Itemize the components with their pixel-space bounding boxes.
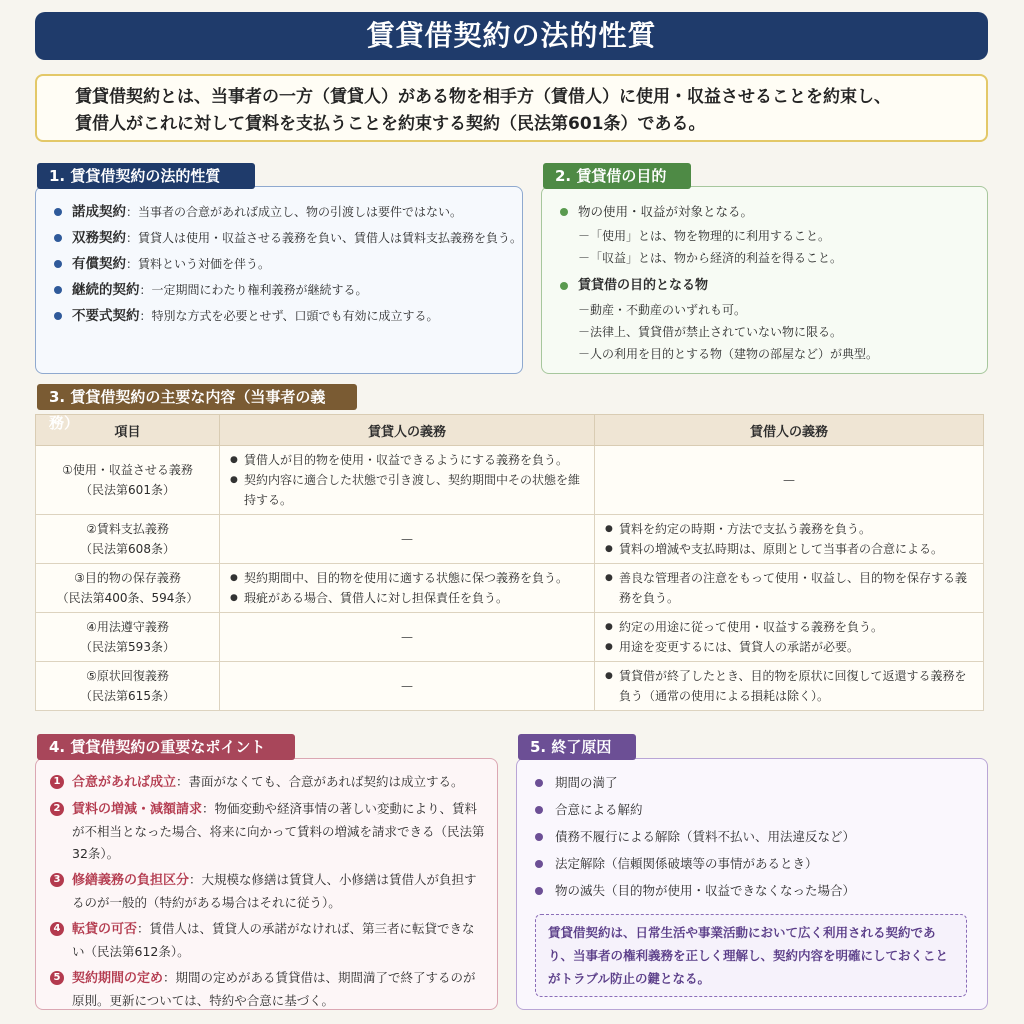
duty-item-cell — [36, 515, 220, 564]
section2-head2 — [558, 273, 973, 299]
termination-item — [531, 796, 973, 823]
purpose-line: －法律上、賃貸借が禁止されていない物に限る。 — [578, 325, 843, 339]
duty-item-law: （民法第615条） — [80, 689, 175, 703]
bullet-icon — [535, 779, 543, 787]
property-term: 不要式契約 — [72, 308, 140, 324]
lessor-cell: — — [220, 662, 595, 711]
bullet-icon — [535, 806, 543, 814]
lessee-list — [605, 519, 973, 559]
purpose-line: －動産・不動産のいずれも可。 — [578, 303, 747, 317]
duty-item-name: ①使用・収益させる義務 — [62, 463, 193, 477]
section2-lines1 — [558, 225, 973, 269]
duty-item-cell — [36, 613, 220, 662]
property-desc: ：賃料という対価を伴う。 — [126, 257, 271, 271]
property-item — [52, 225, 523, 251]
duty-item-name: ④用法遵守義務 — [86, 620, 169, 634]
section2-head2-text: 賃貸借の目的となる物 — [578, 278, 709, 293]
point-title: 契約期間の定め — [72, 971, 164, 986]
number-icon: 4 — [50, 922, 64, 936]
property-item — [52, 277, 508, 303]
property-desc: ：一定期間にわたり権利義務が継続する。 — [139, 283, 368, 297]
table-row — [36, 564, 984, 613]
lessee-list — [605, 617, 973, 657]
duty-item-name: ②賃料支払義務 — [86, 522, 169, 536]
point-text: ：物価変動や経済事情の著しい変動により、賃料が不相当となった場合、将来に向かって賃料の増減を請求できる（民法第32条）。 — [72, 801, 485, 861]
lessee-duty: ● 賃料の増減や支払時期は、原則として当事者の合意による。 — [605, 539, 973, 559]
duty-item-law: （民法第608条） — [80, 542, 175, 556]
termination-text: 期間の満了 — [555, 775, 618, 790]
number-icon: 5 — [50, 971, 64, 985]
property-item — [52, 303, 508, 329]
point-title: 合意があれば成立 — [72, 775, 177, 790]
lessor-duty: ● 契約内容に適合した状態で引き渡し、契約期間中その状態を維持する。 — [230, 470, 584, 510]
duty-item-name: ③目的物の保存義務 — [74, 571, 181, 585]
purpose-line: －人の利用を目的とする物（建物の部屋など）が典型。 — [578, 347, 879, 361]
termination-item — [531, 769, 973, 796]
lessee-cell — [595, 564, 984, 613]
duty-item-law: （民法第593条） — [80, 640, 175, 654]
termination-text: 合意による解約 — [555, 802, 643, 817]
duty-item-cell — [36, 662, 220, 711]
point-text: ：賃借人は、賃貸人の承諾がなければ、第三者に転貸できない（民法第612条）。 — [72, 921, 475, 959]
lessee-duty: ● 約定の用途に従って使用・収益する義務を負う。 — [605, 617, 973, 637]
lessor-cell — [220, 446, 595, 515]
number-icon: 3 — [50, 873, 64, 887]
section5-list — [531, 769, 973, 904]
bullet-icon — [54, 286, 62, 294]
section1-panel — [35, 186, 523, 374]
section2-panel — [541, 186, 988, 374]
intro-line-1: 賃貸借契約とは、当事者の一方（賃貸人）がある物を相手方（賃借人）に使用・収益させることを約束し、 — [75, 87, 891, 107]
property-term: 諾成契約 — [72, 204, 126, 220]
lessee-duty: ● 賃料を約定の時期・方法で支払う義務を負う。 — [605, 519, 973, 539]
lessor-list — [230, 450, 584, 510]
point-title: 転貸の可否 — [72, 922, 138, 937]
bullet-icon — [560, 282, 568, 290]
section2-lines2 — [558, 299, 973, 365]
point-text: ：期間の定めがある賃貸借は、期間満了で終了するのが原則。更新については、特約や合意に基づく。 — [72, 970, 476, 1008]
lessee-cell — [595, 662, 984, 711]
section3-label: 3. 賃貸借契約の主要な内容（当事者の義務） — [37, 384, 357, 410]
point-item — [50, 967, 485, 1012]
lessor-list — [230, 568, 584, 608]
bullet-icon — [535, 860, 543, 868]
lessor-duty: ● 瑕疵がある場合、賃借人に対し担保責任を負う。 — [230, 588, 584, 608]
duty-item-law: （民法第601条） — [80, 483, 175, 497]
purpose-line: －「使用」とは、物を物理的に利用すること。 — [578, 229, 831, 243]
lessee-list — [605, 666, 973, 706]
lessee-cell: — — [595, 446, 984, 515]
property-desc: ：当事者の合意があれば成立し、物の引渡しは要件ではない。 — [126, 205, 463, 219]
point-item — [50, 798, 485, 865]
property-term: 双務契約 — [72, 230, 126, 246]
property-term: 有償契約 — [72, 256, 126, 272]
table-row — [36, 515, 984, 564]
section4-points — [50, 771, 485, 1012]
point-title: 修繕義務の負担区分 — [72, 873, 190, 888]
lessor-cell: — — [220, 515, 595, 564]
duty-item-cell — [36, 564, 220, 613]
lessee-cell — [595, 613, 984, 662]
lessee-duty: ● 用途を変更するには、賃貸人の承諾が必要。 — [605, 637, 973, 657]
point-title: 賃料の増減・減額請求 — [72, 802, 203, 817]
termination-text: 法定解除（信頼関係破壊等の事情があるとき） — [555, 856, 818, 871]
duty-item-name: ⑤原状回復義務 — [86, 669, 169, 683]
point-item — [50, 869, 485, 914]
header-lessee: 賃借人の義務 — [595, 415, 984, 446]
lessor-cell: — — [220, 613, 595, 662]
lessee-duty: ● 善良な管理者の注意をもって使用・収益し、目的物を保存する義務を負う。 — [605, 568, 973, 608]
table-row — [36, 446, 984, 515]
duties-table — [35, 414, 984, 711]
termination-item — [531, 823, 973, 850]
property-term: 継続的契約 — [72, 282, 140, 298]
purpose-line: －「収益」とは、物から経済的利益を得ること。 — [578, 251, 843, 265]
table-header-row — [36, 415, 984, 446]
section1-label: 1. 賃貸借契約の法的性質 — [37, 163, 255, 189]
section5-label: 5. 終了原因 — [518, 734, 636, 760]
number-icon: 2 — [50, 802, 64, 816]
section2-label: 2. 賃貸借の目的 — [543, 163, 691, 189]
point-text: ：大規模な修繕は賃貸人、小修繕は賃借人が負担するのが一般的（特約がある場合はそれに従う）。 — [72, 872, 477, 910]
section1-list — [52, 199, 523, 329]
intro-line-2: 賃借人がこれに対して賃料を支払うことを約束する契約（民法第601条）である。 — [75, 114, 706, 134]
bullet-icon — [54, 208, 62, 216]
bullet-icon — [54, 312, 62, 320]
section4-panel — [35, 758, 498, 1010]
termination-text: 債務不履行による解除（賃料不払い、用法違反など） — [555, 829, 856, 844]
table-row — [36, 662, 984, 711]
section4-label: 4. 賃貸借契約の重要なポイント — [37, 734, 295, 760]
lessor-cell — [220, 564, 595, 613]
summary-box: 賃貸借契約は、日常生活や事業活動において広く利用される契約であり、当事者の権利義務を正しく理解し、契約内容を明確にしておくことがトラブル防止の鍵となる。 — [535, 914, 967, 997]
lessor-duty: ● 賃借人が目的物を使用・収益できるようにする義務を負う。 — [230, 450, 584, 470]
bullet-icon — [560, 208, 568, 216]
bullet-icon — [535, 887, 543, 895]
lessor-duty: ● 契約期間中、目的物を使用に適する状態に保つ義務を負う。 — [230, 568, 584, 588]
bullet-icon — [535, 833, 543, 841]
section5-panel — [516, 758, 988, 1010]
table-row — [36, 613, 984, 662]
section2-head1 — [558, 199, 973, 225]
point-text: ：書面がなくても、合意があれば契約は成立する。 — [176, 774, 464, 789]
point-item — [50, 771, 485, 794]
property-desc: ：特別な方式を必要とせず、口頭でも有効に成立する。 — [139, 309, 439, 323]
bullet-icon — [54, 260, 62, 268]
property-desc: ：賃貸人は使用・収益させる義務を負い、賃借人は賃料支払義務を負う。 — [126, 231, 523, 245]
termination-item — [531, 850, 973, 877]
section2-head1-text: 物の使用・収益が対象となる。 — [578, 204, 754, 219]
lessee-duty: ● 賃貸借が終了したとき、目的物を原状に回復して返還する義務を負う（通常の使用による損耗は除く）。 — [605, 666, 973, 706]
duty-item-law: （民法第400条、594条） — [56, 591, 199, 605]
number-icon: 1 — [50, 775, 64, 789]
lessee-list — [605, 568, 973, 608]
header-item: 項目 — [36, 415, 220, 446]
header-lessor: 賃貸人の義務 — [220, 415, 595, 446]
page-title: 賃貸借契約の法的性質 — [35, 12, 988, 60]
bullet-icon — [54, 234, 62, 242]
lessee-cell — [595, 515, 984, 564]
point-item — [50, 918, 485, 963]
termination-item — [531, 877, 973, 904]
duty-item-cell — [36, 446, 220, 515]
property-item — [52, 199, 508, 225]
property-item — [52, 251, 508, 277]
termination-text: 物の滅失（目的物が使用・収益できなくなった場合） — [555, 883, 856, 898]
intro-box — [35, 74, 988, 142]
